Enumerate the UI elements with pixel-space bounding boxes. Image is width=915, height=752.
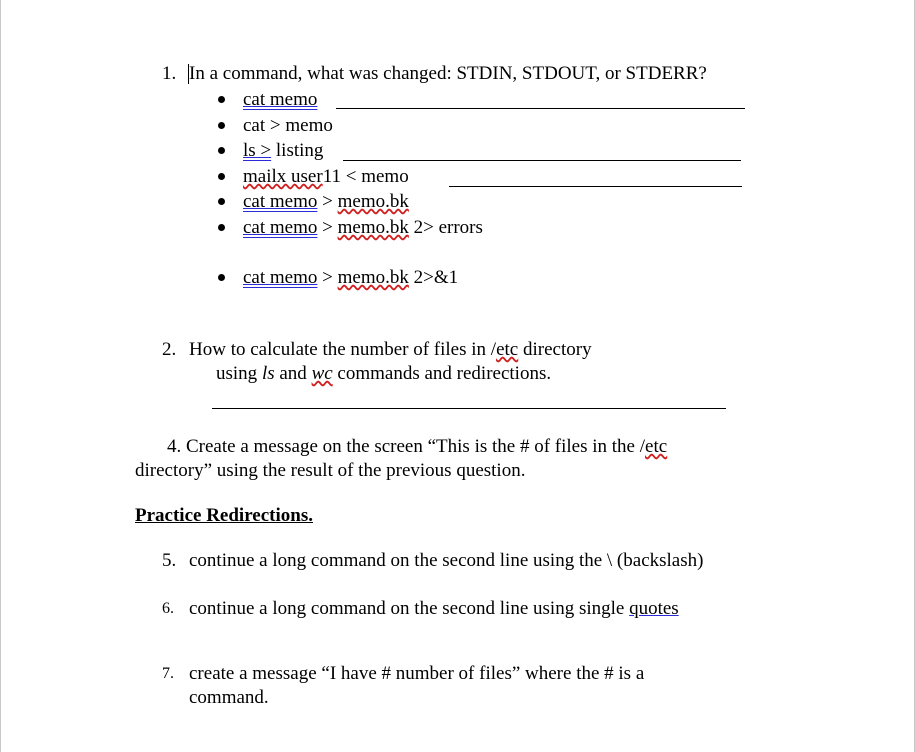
bullet <box>218 122 225 129</box>
question-6-text: continue a long command on the second line using single quotes <box>189 598 679 619</box>
bullet <box>218 173 225 180</box>
list-item-cat-memo-bk-errors: cat memo > memo.bk 2> errors <box>243 217 483 238</box>
question-2-line-2: using ls and wc commands and redirections. <box>216 363 552 384</box>
list-item-mailx: mailx user11 < memo <box>243 166 409 187</box>
question-7-line-1: create a message “I have # number of files” where the # is a <box>189 663 645 684</box>
bullet <box>218 198 225 205</box>
question-5-number: 5. <box>162 550 177 571</box>
list-item-ls-listing: ls > listing <box>243 140 324 161</box>
question-4-line-2: directory” using the result of the previous question. <box>135 460 526 481</box>
question-2-line-1: How to calculate the number of files in /etc directory <box>189 339 592 360</box>
bullet <box>218 147 225 154</box>
bullet <box>218 96 225 103</box>
bullet <box>218 224 225 231</box>
list-item-cat-to-memo: cat > memo <box>243 115 333 136</box>
list-item-cat-memo: cat memo <box>243 89 318 110</box>
practice-heading: Practice Redirections. <box>135 505 313 526</box>
bullet <box>218 274 225 281</box>
question-7-number: 7. <box>162 665 174 682</box>
answer-blank[interactable] <box>343 160 741 161</box>
list-item-cat-memo-bk-2to1: cat memo > memo.bk 2>&1 <box>243 267 459 288</box>
question-5-text: continue a long command on the second line using the \ (backslash) <box>189 550 704 571</box>
answer-blank[interactable] <box>336 108 745 109</box>
answer-blank[interactable] <box>449 186 742 187</box>
page-left-edge <box>0 0 1 752</box>
question-4-line-1: 4. Create a message on the screen “This is the # of files in the /etc <box>167 436 668 457</box>
question-7-line-2: command. <box>189 687 269 708</box>
question-6-number: 6. <box>162 600 174 617</box>
question-1-text: In a command, what was changed: STDIN, STDOUT, or STDERR? <box>189 63 707 84</box>
answer-blank[interactable] <box>212 408 726 409</box>
list-item-cat-memo-bk: cat memo > memo.bk <box>243 191 409 212</box>
question-1-number: 1. <box>162 63 177 84</box>
question-2-number: 2. <box>162 339 177 360</box>
